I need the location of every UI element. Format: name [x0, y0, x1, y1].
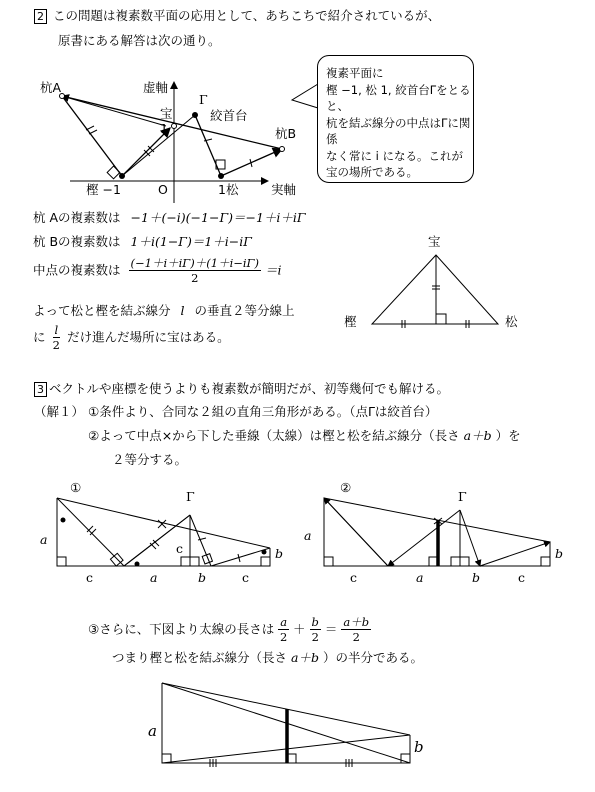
- p2-line1: 2 この問題は複素数平面の応用として、あちこちで紹介されているが、: [34, 8, 440, 24]
- callout-box: [317, 55, 474, 183]
- stake-b-label: 杭B: [275, 126, 297, 141]
- fig2-a2: a: [416, 570, 424, 585]
- fig1-b: b: [275, 546, 284, 561]
- p3-step3: ③さらに、下図より太線の長さは $\frac{a}{2}$ ＋ $\frac{b}{2}$ ＝ $\frac{a+b}{2}$: [88, 615, 370, 644]
- fig1-a: a: [40, 532, 48, 547]
- triangle-left-label: 樫: [344, 314, 357, 329]
- fig1-b2: b: [198, 570, 207, 585]
- conclusion-line1: よって松と樫を結ぶ線分 l の垂直２等分線上: [33, 303, 295, 318]
- origin-label: O: [158, 182, 168, 197]
- midpoint-eq: 中点の複素数は $\frac{(-1+i+i\Gamma)+(1+i-i\Gamma)}{2}$ ＝i: [33, 256, 282, 285]
- problem-number-2: 2: [34, 9, 47, 24]
- p3-step2: ②よって中点×から下した垂線（太線）は樫と松を結ぶ線分（長さ a＋b ）を: [88, 428, 521, 443]
- problem-number-3: 3: [34, 382, 47, 397]
- gamma-label: Γ: [199, 92, 208, 107]
- fig1-c2: c: [176, 541, 184, 556]
- fig2-c1: c: [350, 570, 358, 585]
- fig2-label: ②: [340, 480, 352, 495]
- p3-line1: 3 ベクトルや座標を使うよりも複素数が簡明だが、初等幾何でも解ける。: [34, 381, 449, 397]
- p3-step2c: ２等分する。: [112, 452, 188, 467]
- pine-label: 1松: [218, 182, 239, 197]
- fig3-a: a: [148, 722, 157, 740]
- callout-line: 宝の場所である。: [326, 165, 418, 179]
- conclusion-line2: に $\frac{l}{2}$ だけ進んだ場所に宝はある。: [33, 323, 230, 352]
- triangle-right-label: 松: [505, 314, 518, 329]
- treasure-label: 宝: [160, 106, 173, 121]
- triangle-top-label: 宝: [428, 234, 441, 249]
- fig3-b: b: [414, 738, 424, 756]
- fig2-a: a: [304, 528, 312, 543]
- gallows-label: 絞首台: [210, 108, 248, 123]
- p2-line2: 原書にある解答は次の通り。: [58, 33, 221, 48]
- callout-line: 杭を結ぶ線分の中点はΓに関係: [326, 115, 471, 146]
- oak-label: 樫 −1: [86, 182, 121, 197]
- p3-step3b: つまり樫と松を結ぶ線分（長さ a＋b ）の半分である。: [112, 650, 423, 665]
- fig1-a2: a: [150, 570, 158, 585]
- real-axis-label: 実軸: [271, 182, 297, 197]
- fig2-b: b: [555, 546, 564, 561]
- imag-one-label: 1: [160, 121, 168, 136]
- callout-line: なく常に i になる。これが: [326, 148, 464, 163]
- fig1-label: ①: [70, 480, 82, 495]
- fig1-c1: c: [86, 570, 94, 585]
- p3-step1: （解１） ①条件より、合同な２組の直角三角形がある。（点Γは絞首台）: [34, 404, 438, 419]
- fig1-c3: c: [242, 570, 250, 585]
- fig2-c2: c: [518, 570, 526, 585]
- fig1-gamma: Γ: [186, 489, 195, 504]
- fig2-b2: b: [472, 570, 481, 585]
- treasure-triangle: [360, 250, 510, 330]
- stake-a-label: 杭A: [40, 80, 62, 95]
- stake-b-eq: 杭 Bの複素数は 1＋i(1−Γ)＝1＋i−iΓ: [33, 234, 252, 249]
- imag-axis-label: 虚軸: [143, 80, 169, 95]
- stake-a-eq: 杭 Aの複素数は −1＋(−i)(−1−Γ)＝−1＋i＋iΓ: [33, 210, 306, 225]
- callout-line: 樫 −1, 松 1, 絞首台Γをとると、: [326, 82, 471, 113]
- geometry-figure-3: [150, 675, 430, 775]
- callout-line: 複素平面に: [326, 66, 384, 80]
- fig2-gamma: Γ: [458, 489, 467, 504]
